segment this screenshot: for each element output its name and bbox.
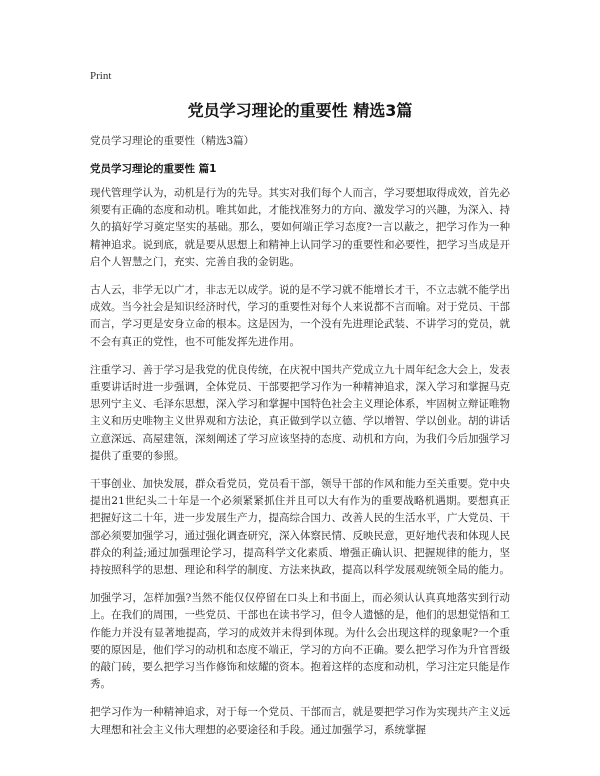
page-title: 党员学习理论的重要性 精选3篇 xyxy=(187,101,413,120)
paragraph: 加强学习，怎样加强?当然不能仅仅停留在口头上和书面上，而必须认认真真地落实到行动上。在我们的周围，一些党员、干部也在读书学习，但令人遗憾的是，他们的思想觉悟和工作能力并没有显著地提高，学习的成效并未得到体现。为什么会出现这样的现象呢?一个重要的原因是，他们学习的动机和态度不端正，学习的方向不正确。要么把学习作为升官晋级的敲门砖，要么把学习当作修饰和炫耀的资本。抱着这样的态度和动机，学习注定只能是作秀。 xyxy=(90,592,510,691)
document-subtitle: 党员学习理论的重要性（精选3篇） xyxy=(90,135,255,147)
paragraph: 把学习作为一种精神追求，对于每一个党员、干部而言，就是要把学习作为实现共产主义远大理想和社会主义伟大理想的必要途径和手段。通过加强学习，系统掌握 xyxy=(90,706,510,736)
section-heading: 党员学习理论的重要性 篇1 xyxy=(90,163,217,175)
paragraph: 古人云，非学无以广才，非志无以成学。说的是不学习就不能增长才干，不立志就不能学出成效。当今社会是知识经济时代，学习的重要性对每个人来说都不言而喻。对于党员、干部而言，学习更是安身立命的根本。这是因为，一个没有先进理论武装、不讲学习的党员，就不会有真正的党性，也不可能发挥先进作用。 xyxy=(90,284,510,348)
document-page xyxy=(90,70,510,750)
paragraph: 注重学习、善于学习是我党的优良传统，在庆祝中国共产党成立九十周年纪念大会上，发表重要讲话时进一步强调，全体党员、干部要把学习作为一种精神追求，深入学习和掌握马克思列宁主义、毛泽东思想，深入学习和掌握中国特色社会主义理论体系，牢固树立辩证唯物主义和历史唯物主义世界观和方法论，真正做到学以立德、学以增智、学以创业。胡的讲话立意深远、高屋建瓴，深刻阐述了学习应该坚持的态度、动机和方向，为我们今后加强学习提供了重要的参照。 xyxy=(90,363,510,462)
paragraph: 现代管理学认为，动机是行为的先导。其实对我们每个人而言，学习要想取得成效，首先必须要有正确的态度和动机。唯其如此，才能找准努力的方向、激发学习的兴趣，为深入、持久的搞好学习奠定坚实的基础。那么，要如何端正学习态度?一言以蔽之，把学习作为一种精神追求。说到底，就是要从思想上和精神上认同学习的重要性和必要性，把学习当成是开启个人智慧之门，充实、完善自我的金钥匙。 xyxy=(90,187,510,268)
paragraph: 干事创业、加快发展，群众看党员，党员看干部，领导干部的作风和能力至关重要。党中央提出21世纪头二十年是一个必须紧紧抓住并且可以大有作为的重要战略机遇期。要想真正把握好这二十年，进一步发展生产力，提高综合国力、改善人民的生活水平，广大党员、干部必须要加强学习，通过强化调查研究，深入体察民情、反映民意，更好地代表和体现人民群众的利益;通过加强理论学习，提高科学文化素质、增强正确认识、把握规律的能力，坚持按照科学的思想、理论和科学的制度、方法来执政，提高以科学发展观统领全局的能力。 xyxy=(90,478,510,577)
print-label: Print xyxy=(90,70,112,82)
